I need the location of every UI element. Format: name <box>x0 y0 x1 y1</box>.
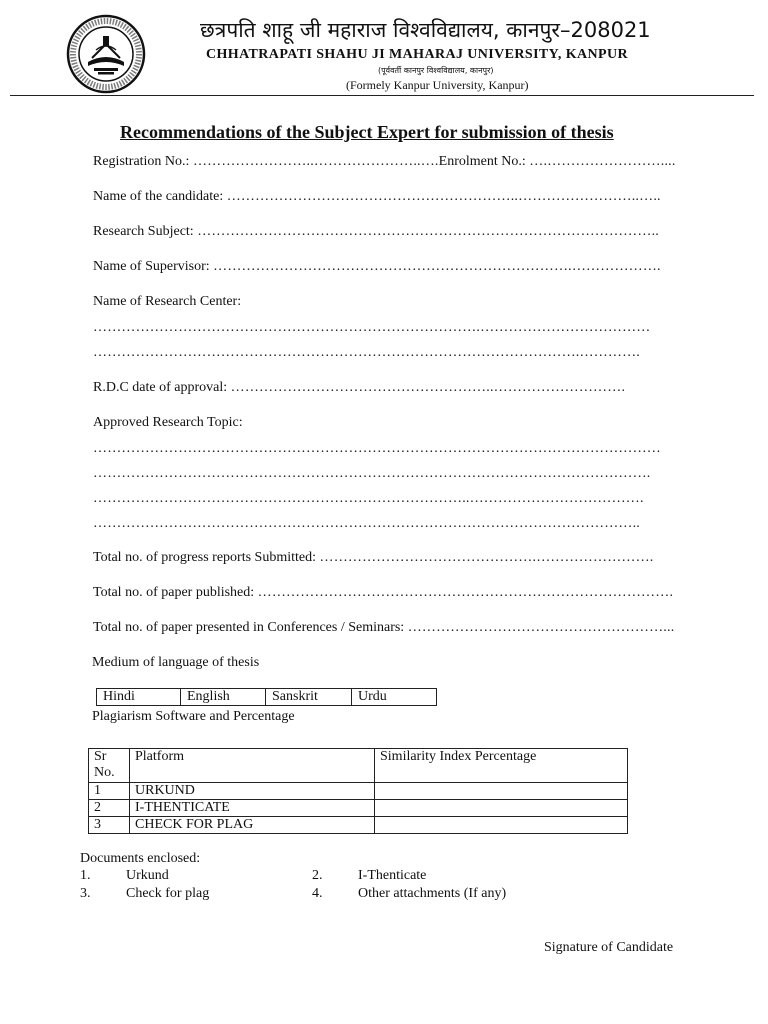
plagiarism-table <box>88 748 628 834</box>
plagiarism-label: Plagiarism Software and Percentage <box>92 709 295 724</box>
topic-field-line-3[interactable]: ……………………………………………………………………..………………………………. <box>93 491 644 506</box>
rdc-field[interactable]: ………………………………………………..………………………. <box>230 380 626 395</box>
subject-label: Research Subject: <box>93 224 194 239</box>
registration-field[interactable]: ……………………..…………………..…. <box>192 154 439 169</box>
form-title: Recommendations of the Subject Expert for submission of thesis <box>120 122 614 142</box>
progress-field[interactable]: ……………………………………….……………………. <box>319 550 654 565</box>
sr-cell: 3 <box>89 817 130 834</box>
similarity-header: Similarity Index Percentage <box>375 749 628 783</box>
presented-field[interactable]: ………………………………………………... <box>407 620 675 635</box>
document-3-number: 3. <box>80 886 91 901</box>
enrolment-field[interactable]: ….…………………….... <box>529 154 676 169</box>
table-row <box>89 817 628 834</box>
sr-cell: 1 <box>89 783 130 800</box>
topic-field-line-4[interactable]: …………………………………………………………………………………………………….. <box>93 516 640 531</box>
language-table <box>96 688 437 706</box>
center-field-line-2[interactable]: ………………………………………………………………………………………….…………. <box>93 345 640 360</box>
language-option-urdu[interactable]: Urdu <box>352 689 437 706</box>
language-row <box>97 689 437 706</box>
subject-row <box>93 224 659 240</box>
document-1-number: 1. <box>80 868 91 883</box>
topic-field-line-2[interactable]: ………………………………………………………………………………………………………. <box>93 466 651 481</box>
university-seal-logo <box>66 14 146 94</box>
header-divider <box>10 95 754 96</box>
no-header-text: No. <box>94 765 115 780</box>
table-row <box>89 800 628 817</box>
language-option-english[interactable]: English <box>181 689 266 706</box>
document-2-text: I-Thenticate <box>358 868 427 883</box>
document-2-number: 2. <box>312 868 323 883</box>
candidate-field[interactable]: ……………………………………………………..……………………..….. <box>226 189 661 204</box>
subject-field[interactable]: …………………………………………………………………………………….. <box>197 224 659 239</box>
sr-header-text: Sr <box>94 749 107 764</box>
document-4-number: 4. <box>312 886 323 901</box>
published-row <box>93 585 673 601</box>
language-option-sanskrit[interactable]: Sanskrit <box>266 689 352 706</box>
registration-row <box>93 154 676 170</box>
registration-label: Registration No.: <box>93 154 190 169</box>
medium-label: Medium of language of thesis <box>92 655 260 670</box>
university-name-english: CHHATRAPATI SHAHU JI MAHARAJ UNIVERSITY, KANPUR <box>206 47 628 62</box>
table-row <box>89 783 628 800</box>
platform-cell: CHECK FOR PLAG <box>130 817 375 834</box>
progress-label: Total no. of progress reports Submitted: <box>93 550 316 565</box>
table-header-row <box>89 749 628 783</box>
candidate-label: Name of the candidate: <box>93 189 224 204</box>
enrolment-label: Enrolment No.: <box>438 154 526 169</box>
sr-no-header <box>89 749 130 783</box>
center-label: Name of Research Center: <box>93 294 242 309</box>
rdc-row <box>93 380 625 396</box>
platform-cell: URKUND <box>130 783 375 800</box>
documents-label: Documents enclosed: <box>80 851 201 866</box>
candidate-row <box>93 189 661 205</box>
presented-row <box>93 620 674 636</box>
platform-header: Platform <box>130 749 375 783</box>
presented-label: Total no. of paper presented in Conferences / Seminars: <box>93 620 405 635</box>
former-name-hindi: (पूर्ववर्ती कानपुर विश्वविद्यालय, कानपुर) <box>378 66 494 75</box>
language-option-hindi[interactable]: Hindi <box>97 689 181 706</box>
published-field[interactable]: ……………………………………………………………………………. <box>257 585 674 600</box>
former-name-english: (Formely Kanpur University, Kanpur) <box>346 78 529 92</box>
similarity-input-cell[interactable] <box>375 800 628 817</box>
document-4-text: Other attachments (If any) <box>358 886 507 901</box>
supervisor-field[interactable]: ………………………………………………………………….………………. <box>213 259 661 274</box>
progress-row <box>93 550 654 566</box>
similarity-input-cell[interactable] <box>375 783 628 800</box>
topic-field-line-1[interactable]: ………………………………………………………………………………………………………… <box>93 441 661 456</box>
topic-label: Approved Research Topic: <box>93 415 243 430</box>
rdc-label: R.D.C date of approval: <box>93 380 228 395</box>
center-field-line-1[interactable]: ……………………………………………………………………….……………………………… <box>93 320 651 335</box>
supervisor-label: Name of Supervisor: <box>93 259 210 274</box>
document-1-text: Urkund <box>126 868 169 883</box>
published-label: Total no. of paper published: <box>93 585 255 600</box>
university-name-hindi: छत्रपति शाहू जी महाराज विश्वविद्यालय, कानपुर–208021 <box>200 18 651 42</box>
signature-label: Signature of Candidate <box>544 940 674 955</box>
similarity-input-cell[interactable] <box>375 817 628 834</box>
document-3-text: Check for plag <box>126 886 210 901</box>
platform-cell: I-THENTICATE <box>130 800 375 817</box>
supervisor-row <box>93 259 661 275</box>
sr-cell: 2 <box>89 800 130 817</box>
